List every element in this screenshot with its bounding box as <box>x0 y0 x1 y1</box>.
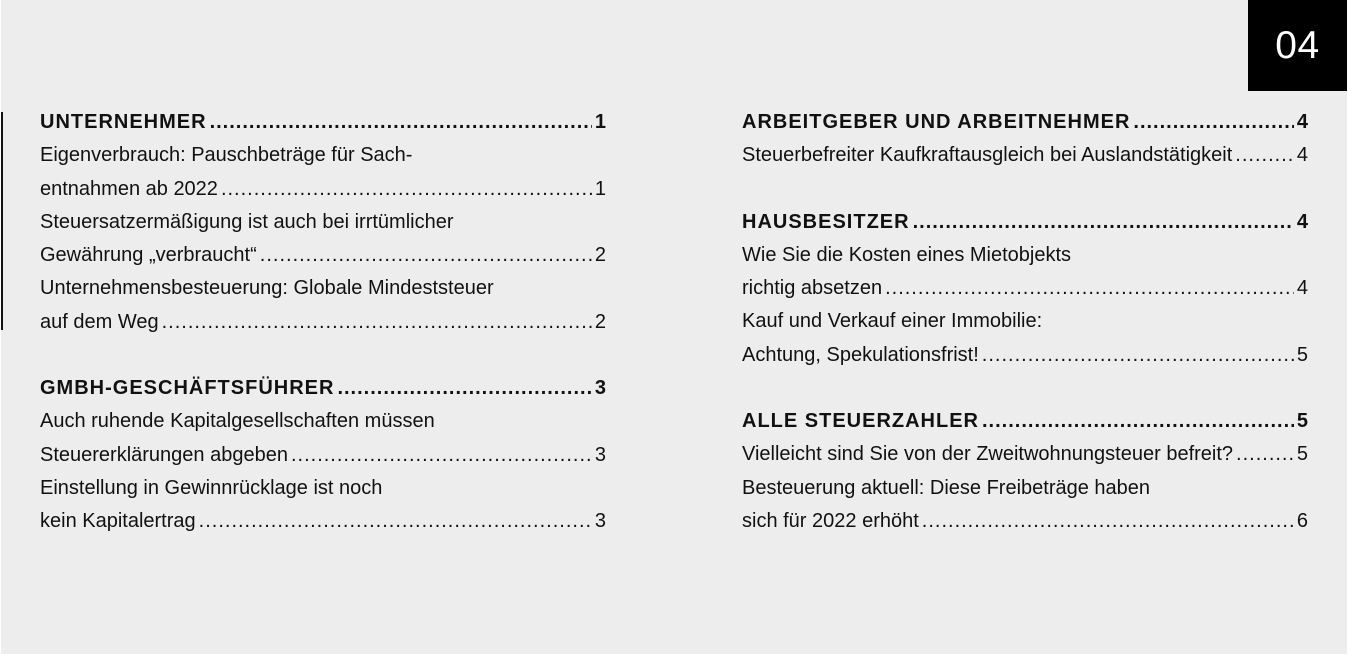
page-number-badge <box>1248 0 1347 91</box>
toc-entry-line-1: Wie Sie die Kosten eines Mietobjekts <box>742 243 1072 266</box>
dot-leader <box>337 372 591 405</box>
dot-leader <box>982 339 1294 372</box>
toc-entry-page-number: 5 <box>1296 343 1308 366</box>
toc-section-heading[interactable] <box>742 405 1308 438</box>
toc-entry-text: Achtung, Spekulationsfrist! <box>742 343 979 366</box>
toc-entry-line-2 <box>742 339 1308 372</box>
toc-entry-line-2 <box>40 505 606 538</box>
toc-section-heading[interactable] <box>742 106 1308 139</box>
section-page-number: 3 <box>594 377 606 400</box>
section-heading-text: ARBEITGEBER UND ARBEITNEHMER <box>742 111 1131 133</box>
section-heading-text: UNTERNEHMER <box>40 111 207 133</box>
toc-entry-text: Steuererklärungen abgeben <box>40 443 288 466</box>
toc-entry[interactable] <box>40 139 606 206</box>
toc-entry-line-2 <box>40 439 606 472</box>
toc-section-unternehmer <box>40 106 606 339</box>
toc-entry-line-2 <box>40 173 606 206</box>
toc-entry[interactable] <box>742 438 1308 471</box>
toc-entry[interactable] <box>40 272 606 339</box>
toc-section-heading[interactable] <box>742 206 1308 239</box>
toc-entry-text: Gewährung „verbraucht“ <box>40 244 257 267</box>
toc-entry-page-number: 5 <box>1296 443 1308 466</box>
page-number: 04 <box>1275 23 1320 67</box>
toc-entry-page-number: 1 <box>594 177 606 200</box>
toc-entry-line-1: Unternehmensbesteuerung: Globale Mindeststeuer <box>40 277 494 300</box>
dot-leader <box>913 206 1294 239</box>
toc-entry-text: Vielleicht sind Sie von der Zweitwohnungsteuer befreit? <box>742 443 1234 466</box>
toc-section-gmbh-geschaeftsfuehrer <box>40 372 606 538</box>
dot-leader <box>885 272 1294 305</box>
toc-entry[interactable] <box>742 139 1308 172</box>
toc-entry-line-1: Auch ruhende Kapitalgesellschaften müssen <box>40 410 435 433</box>
section-page-number: 4 <box>1296 210 1308 233</box>
toc-entry-page-number: 2 <box>594 310 606 333</box>
toc-entry-text: auf dem Weg <box>40 310 159 333</box>
toc-section-hausbesitzer <box>742 206 1308 372</box>
toc-entry-line-2 <box>742 505 1308 538</box>
dot-leader <box>922 505 1294 538</box>
toc-entry-line-1: Besteuerung aktuell: Diese Freibeträge haben <box>742 476 1151 499</box>
dot-leader <box>221 173 592 206</box>
toc-entry-text: richtig absetzen <box>742 277 883 300</box>
toc-left-column <box>40 106 606 572</box>
toc-section-heading[interactable] <box>40 372 606 405</box>
dot-leader <box>260 239 592 272</box>
section-page-number: 4 <box>1296 111 1308 133</box>
dot-leader <box>162 306 592 339</box>
toc-entry-page-number: 3 <box>594 510 606 533</box>
toc-entry-line-1: Einstellung in Gewinnrücklage ist noch <box>40 476 383 499</box>
toc-entry-line-2 <box>40 306 606 339</box>
toc-entry-page-number: 4 <box>1296 144 1308 167</box>
toc-section-arbeitgeber-und-arbeitnehmer <box>742 106 1308 173</box>
dot-leader <box>1133 106 1293 139</box>
toc-entry-page-number: 4 <box>1296 277 1308 300</box>
section-page-number: 1 <box>594 111 606 133</box>
toc-entry[interactable] <box>40 206 606 273</box>
toc-right-column <box>742 106 1308 571</box>
dot-leader <box>199 505 592 538</box>
toc-entry-text: sich für 2022 erhöht <box>742 509 919 532</box>
dot-leader <box>982 405 1294 438</box>
toc-entry-text: Steuerbefreiter Kaufkraftausgleich bei Auslandstätigkeit <box>742 144 1233 167</box>
toc-section-alle-steuerzahler <box>742 405 1308 538</box>
toc-entry[interactable] <box>742 305 1308 372</box>
section-heading-text: GMBH-GESCHÄFTSFÜHRER <box>40 377 335 400</box>
toc-entry[interactable] <box>40 405 606 472</box>
toc-entry-page-number: 2 <box>594 244 606 267</box>
toc-entry-page-number: 3 <box>594 443 606 466</box>
toc-entry-line-1: Kauf und Verkauf einer Immobilie: <box>742 310 1043 333</box>
toc-entry-line-2 <box>40 239 606 272</box>
toc-entry-line-1 <box>742 438 1308 471</box>
section-heading-text: HAUSBESITZER <box>742 210 910 233</box>
dot-leader <box>1236 438 1294 471</box>
section-heading-text: ALLE STEUERZAHLER <box>742 410 979 433</box>
toc-entry-line-1: Eigenverbrauch: Pauschbeträge für Sach- <box>40 144 413 167</box>
toc-entry-line-1 <box>742 139 1308 172</box>
table-of-contents-page <box>1 0 1347 654</box>
toc-entry-page-number: 6 <box>1296 509 1308 532</box>
side-margin-bar <box>1 112 3 330</box>
toc-entry[interactable] <box>40 472 606 539</box>
toc-entry[interactable] <box>742 472 1308 539</box>
toc-entry-text: kein Kapitalertrag <box>40 510 196 533</box>
toc-entry[interactable] <box>742 239 1308 306</box>
section-page-number: 5 <box>1296 410 1308 433</box>
toc-section-heading[interactable] <box>40 106 606 139</box>
dot-leader <box>291 439 592 472</box>
toc-entry-line-2 <box>742 272 1308 305</box>
toc-entry-text: entnahmen ab 2022 <box>40 177 218 200</box>
dot-leader <box>1235 139 1294 172</box>
dot-leader <box>210 106 592 139</box>
toc-entry-line-1: Steuersatzermäßigung ist auch bei irrtümlicher <box>40 210 454 233</box>
